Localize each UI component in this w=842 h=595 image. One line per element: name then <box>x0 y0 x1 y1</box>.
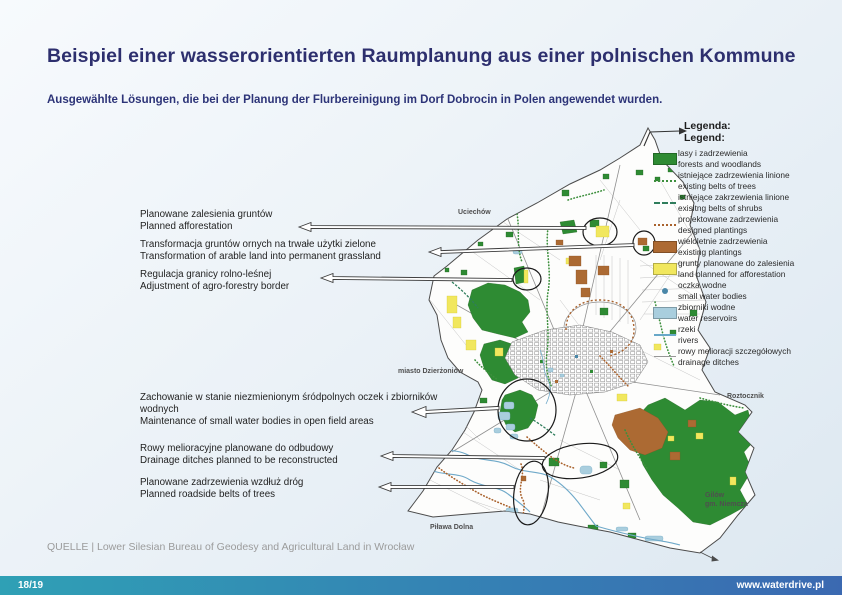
legend-item <box>652 258 840 279</box>
legend-title-en: Legend: <box>684 132 725 144</box>
legend-item-en: existing belts of trees <box>678 180 756 191</box>
legend-item <box>652 148 840 169</box>
tree-belt-swatch-icon <box>652 180 678 182</box>
boundary-exit-arrow <box>700 552 719 562</box>
label-pilawa: Piława Dolna <box>430 524 474 531</box>
annotation-water-bodies <box>140 392 440 427</box>
annotation-pl: Zachowanie w stanie niezmienionym śródpolnych oczek i zbiorników wodnych <box>140 392 438 415</box>
annotation-en: Transformation of arable land into permanent grassland <box>140 250 381 262</box>
legend-item <box>652 192 840 213</box>
legend-item-en: existing plantings <box>678 246 742 257</box>
page-number: 18/19 <box>18 580 44 591</box>
legend-item-en: drainage ditches <box>678 356 739 367</box>
legend-item-pl: zbiorniki wodne <box>678 302 736 313</box>
annotation-ditches <box>140 443 480 467</box>
annotation-en: Planned afforestation <box>140 220 233 232</box>
annotation-border <box>140 269 480 293</box>
legend-item-pl: projektowane zadrzewienia <box>678 214 779 225</box>
legend-item-en: water reservoirs <box>678 312 738 323</box>
annotation-pl: Planowane zadrzewienia wzdłuż dróg <box>140 477 304 488</box>
annotation-pl: Rowy melioracyjne planowane do odbudowy <box>140 443 334 454</box>
legend-item <box>652 214 840 235</box>
legend-item-en: forests and woodlands <box>678 158 762 169</box>
forest-swatch-icon <box>652 153 678 165</box>
legend-title-pl: Legenda: <box>684 120 731 132</box>
legend-item-en: designed plantings <box>678 224 748 235</box>
legend-item <box>652 236 840 257</box>
legend-item-pl: rzeki <box>678 324 696 335</box>
legend-item <box>652 302 840 323</box>
ditch-swatch-icon <box>652 356 678 357</box>
legend-item-en: exisitng belts of shrubs <box>678 202 763 213</box>
small-water-swatch-icon <box>652 288 678 294</box>
legend-item-pl: grunty planowane do zalesienia <box>678 258 795 269</box>
annotation-en: Adjustment of agro-forestry border <box>140 280 290 292</box>
legend-item <box>652 324 840 345</box>
annotation-transformation <box>140 239 480 263</box>
legend-item <box>652 170 840 191</box>
legend-item-pl: wieloletnie zadrzewienia <box>678 236 768 247</box>
annotation-en: Drainage ditches planned to be reconstructed <box>140 454 338 466</box>
annotation-pl: Regulacja granicy rolno-leśnej <box>140 269 272 280</box>
annotation-afforestation <box>140 209 480 233</box>
afforestation-swatch-icon <box>652 263 678 275</box>
annotation-roadside <box>140 477 480 501</box>
website-link[interactable]: www.waterdrive.pl <box>736 580 824 591</box>
legend-item-en: land planned for afforestation <box>678 268 786 279</box>
bottom-bar <box>0 576 842 595</box>
page-title: Beispiel einer wasserorientierten Raumplanung aus einer polnischen Kommune <box>47 45 796 67</box>
annotation-en: Maintenance of small water bodies in open field areas <box>140 415 374 427</box>
legend-item-pl: oczka wodne <box>678 280 727 291</box>
legend <box>652 120 840 368</box>
legend-item-en: small water bodies <box>678 290 747 301</box>
legend-item <box>652 346 840 367</box>
reservoir-swatch-icon <box>652 307 678 319</box>
page-subtitle: Ausgewählte Lösungen, die bei der Planung der Flurbereinigung im Dorf Dobrocin in Polen angewendet wurden. <box>47 94 663 106</box>
legend-title <box>684 120 840 144</box>
label-uciechow: Uciechów <box>458 209 491 216</box>
legend-item-pl: lasy i zadrzewienia <box>678 148 748 159</box>
designed-planting-swatch-icon <box>652 224 678 226</box>
legend-item-pl: rowy melioracji szczegółowych <box>678 346 791 357</box>
source-credit: QUELLE | Lower Silesian Bureau of Geodesy and Agricultural Land in Wrocław <box>47 541 415 553</box>
annotation-en: Planned roadside belts of trees <box>140 488 276 500</box>
shrub-belt-swatch-icon <box>652 202 678 204</box>
existing-planting-swatch-icon <box>652 241 678 253</box>
annotation-pl: Transformacja gruntów ornych na trwałe użytki zielone <box>140 239 376 250</box>
label-roztocznik: Roztocznik <box>727 393 764 400</box>
river-swatch-icon <box>652 334 678 336</box>
annotation-pl: Planowane zalesienia gruntów <box>140 209 273 220</box>
label-gilow-1: Gilów <box>705 492 725 499</box>
label-gilow-2: gm. Niemcza <box>705 501 748 508</box>
legend-item-pl: istniejące zakrzewienia linione <box>678 192 790 203</box>
legend-item <box>652 280 840 301</box>
legend-item-en: rivers <box>678 334 699 345</box>
legend-item-pl: istniejące zadrzewienia linione <box>678 170 790 181</box>
label-dzierzoniow: miasto Dzierżoniów <box>398 368 464 375</box>
